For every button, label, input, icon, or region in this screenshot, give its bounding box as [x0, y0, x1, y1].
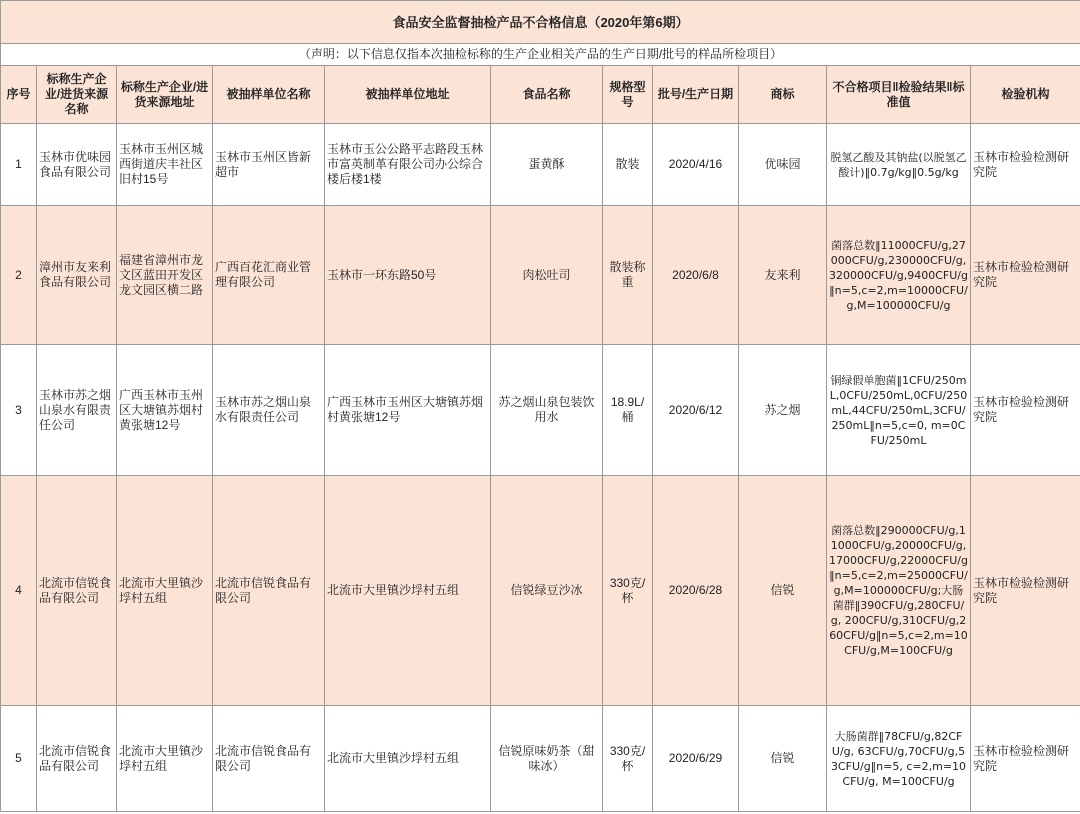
cell-sampled-address: 玉林市一环东路50号 [325, 206, 491, 345]
col-header-no: 序号 [1, 66, 37, 124]
cell-no: 4 [1, 476, 37, 706]
col-header-spec: 规格型号 [603, 66, 653, 124]
cell-agency: 玉林市检验检测研究院 [971, 706, 1080, 812]
cell-result: 大肠菌群‖78CFU/g,82CFU/g, 63CFU/g,70CFU/g,53CFU/g‖n=5, c=2,m=10CFU/g, M=100CFU/g [827, 706, 971, 812]
cell-producer-address: 北流市大里镇沙垺村五组 [117, 476, 213, 706]
table-row [1, 345, 1080, 476]
cell-producer: 玉林市优味园食品有限公司 [37, 124, 117, 206]
cell-spec: 330克/杯 [603, 706, 653, 812]
header-row [1, 66, 1080, 124]
cell-sampled-address: 玉林市玉公公路平志路段玉林市富英制革有限公司办公综合楼后楼1楼 [325, 124, 491, 206]
cell-spec: 18.9L/桶 [603, 345, 653, 476]
col-header-agency: 检验机构 [971, 66, 1080, 124]
table-row [1, 476, 1080, 706]
cell-producer-address: 玉林市玉州区城西街道庆丰社区旧村15号 [117, 124, 213, 206]
cell-date: 2020/6/29 [653, 706, 739, 812]
table-row [1, 206, 1080, 345]
cell-spec: 散装称重 [603, 206, 653, 345]
cell-date: 2020/6/12 [653, 345, 739, 476]
cell-producer-address: 北流市大里镇沙垺村五组 [117, 706, 213, 812]
cell-sampled-name: 北流市信锐食品有限公司 [213, 706, 325, 812]
cell-sampled-name: 玉林市苏之烟山泉水有限责任公司 [213, 345, 325, 476]
cell-brand: 信锐 [739, 476, 827, 706]
cell-food: 肉松吐司 [491, 206, 603, 345]
table-row [1, 706, 1080, 812]
cell-brand: 信锐 [739, 706, 827, 812]
cell-agency: 玉林市检验检测研究院 [971, 476, 1080, 706]
cell-date: 2020/4/16 [653, 124, 739, 206]
col-header-date: 批号/生产日期 [653, 66, 739, 124]
cell-sampled-address: 广西玉林市玉州区大塘镇苏烟村黄张塘12号 [325, 345, 491, 476]
col-header-producer: 标称生产企业/进货来源名称 [37, 66, 117, 124]
cell-no: 3 [1, 345, 37, 476]
cell-brand: 优味园 [739, 124, 827, 206]
cell-agency: 玉林市检验检测研究院 [971, 345, 1080, 476]
cell-result: 菌落总数‖11000CFU/g,27000CFU/g,230000CFU/g,320000CFU/g,9400CFU/g‖n=5,c=2,m=10000CFU/g,M=100000CFU/g [827, 206, 971, 345]
cell-producer-address: 广西玉林市玉州区大塘镇苏烟村黄张塘12号 [117, 345, 213, 476]
cell-spec: 330克/杯 [603, 476, 653, 706]
cell-result: 脱氢乙酸及其钠盐(以脱氢乙酸计)‖0.7g/kg‖0.5g/kg [827, 124, 971, 206]
cell-food: 蛋黄酥 [491, 124, 603, 206]
cell-sampled-name: 玉林市玉州区皆新超市 [213, 124, 325, 206]
col-header-sampled-address: 被抽样单位地址 [325, 66, 491, 124]
cell-producer: 玉林市苏之烟山泉水有限责任公司 [37, 345, 117, 476]
cell-food: 信锐绿豆沙冰 [491, 476, 603, 706]
cell-no: 1 [1, 124, 37, 206]
cell-spec: 散装 [603, 124, 653, 206]
cell-food: 苏之烟山泉包装饮用水 [491, 345, 603, 476]
cell-sampled-address: 北流市大里镇沙垺村五组 [325, 706, 491, 812]
cell-no: 5 [1, 706, 37, 812]
table-row [1, 124, 1080, 206]
cell-sampled-address: 北流市大里镇沙垺村五组 [325, 476, 491, 706]
col-header-result: 不合格项目‖检验结果‖标准值 [827, 66, 971, 124]
disclaimer-note: （声明：以下信息仅指本次抽检标称的生产企业相关产品的生产日期/批号的样品所检项目） [1, 44, 1080, 66]
cell-food: 信锐原味奶茶（甜味冰） [491, 706, 603, 812]
cell-brand: 友来利 [739, 206, 827, 345]
cell-sampled-name: 广西百花汇商业管理有限公司 [213, 206, 325, 345]
cell-no: 2 [1, 206, 37, 345]
cell-agency: 玉林市检验检测研究院 [971, 124, 1080, 206]
col-header-producer-address: 标称生产企业/进货来源地址 [117, 66, 213, 124]
cell-date: 2020/6/8 [653, 206, 739, 345]
cell-result: 菌落总数‖290000CFU/g,11000CFU/g,20000CFU/g,17000CFU/g,22000CFU/g‖n=5,c=2,m=25000CFU/g,M=100000CFU/g;大肠菌群‖390CFU/g,280CFU/g, 200CFU/g,310CFU/g,260CFU/g‖n=5,c=2,m=10CFU/g,M=100CFU/g [827, 476, 971, 706]
table-title: 食品安全监督抽检产品不合格信息（2020年第6期） [1, 1, 1080, 44]
cell-result: 铜绿假单胞菌‖1CFU/250mL,0CFU/250mL,0CFU/250mL,44CFU/250mL,3CFU/250mL‖n=5,c=0, m=0CFU/250mL [827, 345, 971, 476]
cell-producer: 北流市信锐食品有限公司 [37, 476, 117, 706]
cell-brand: 苏之烟 [739, 345, 827, 476]
col-header-sampled-name: 被抽样单位名称 [213, 66, 325, 124]
cell-date: 2020/6/28 [653, 476, 739, 706]
cell-producer-address: 福建省漳州市龙文区蓝田开发区龙文园区横二路 [117, 206, 213, 345]
cell-agency: 玉林市检验检测研究院 [971, 206, 1080, 345]
cell-producer: 漳州市友来利食品有限公司 [37, 206, 117, 345]
col-header-food: 食品名称 [491, 66, 603, 124]
cell-sampled-name: 北流市信锐食品有限公司 [213, 476, 325, 706]
cell-producer: 北流市信锐食品有限公司 [37, 706, 117, 812]
col-header-brand: 商标 [739, 66, 827, 124]
